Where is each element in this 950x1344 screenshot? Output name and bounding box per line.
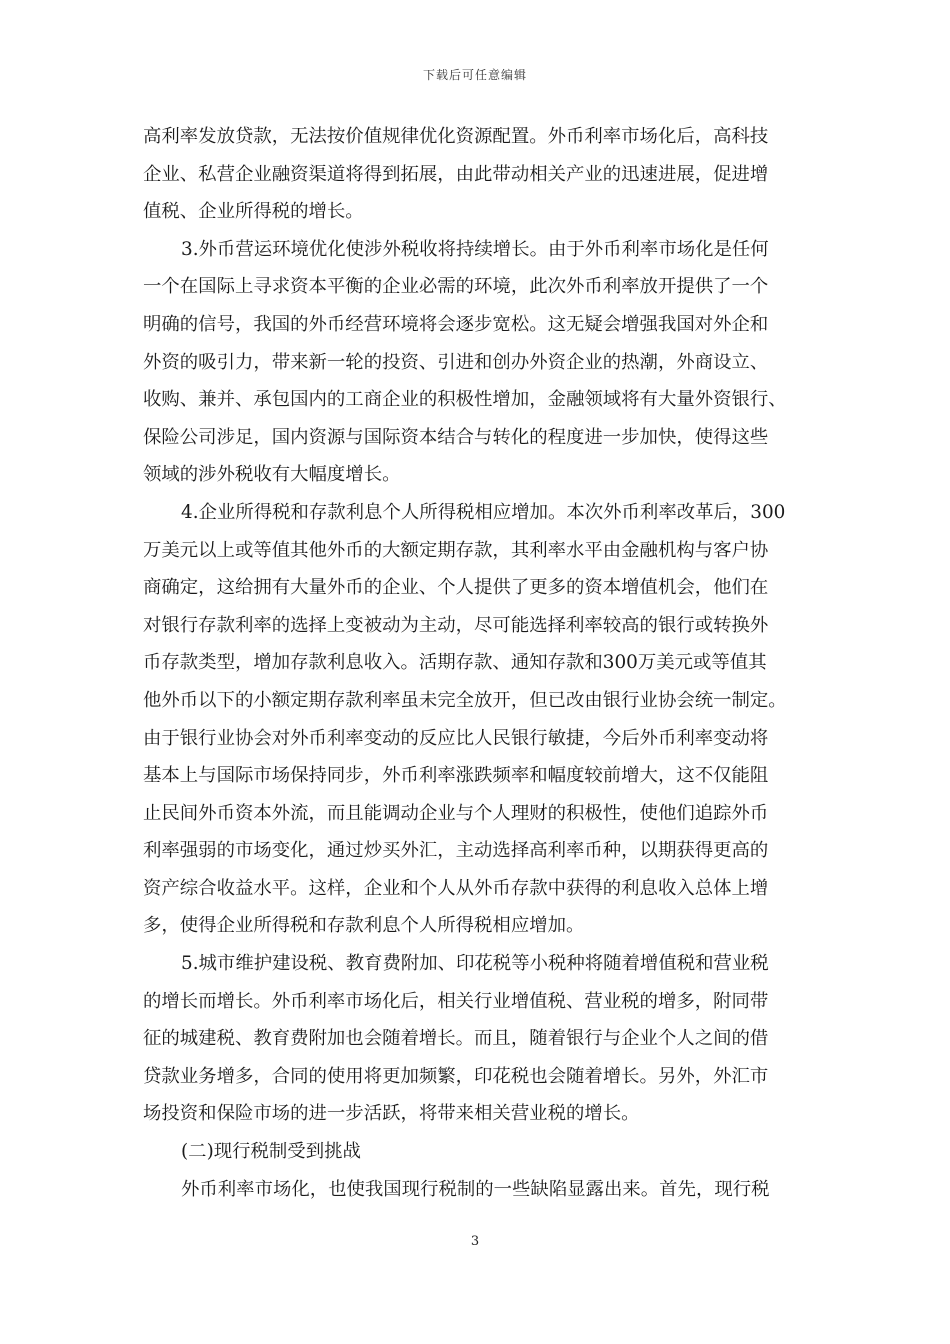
text-line: 企业、私营企业融资渠道将得到拓展，由此带动相关产业的迅速进展，促进增 [143, 163, 769, 185]
text-line: 多，使得企业所得税和存款利息个人所得税相应增加。 [143, 915, 585, 937]
text-line: 贷款业务增多，合同的使用将更加频繁，印花税也会随着增长。另外，外汇市 [143, 1065, 769, 1087]
text-line: 商确定，这给拥有大量外币的企业、个人提供了更多的资本增值机会，他们在 [143, 577, 769, 599]
document-body [143, 118, 811, 1208]
text-line: 他外币以下的小额定期存款利率虽未完全放开，但已改由银行业协会统一制定。 [143, 689, 787, 711]
text-line: 利率强弱的市场变化，通过炒买外汇，主动选择高利率币种，以期获得更高的 [143, 840, 769, 862]
text-line: 保险公司涉足，国内资源与国际资本结合与转化的程度进一步加快，使得这些 [143, 426, 769, 448]
paragraph-start-line: 3.外币营运环境优化使涉外税收将持续增长。由于外币利率市场化是任何 [181, 238, 769, 260]
text-line: 基本上与国际市场保持同步，外币利率涨跌频率和幅度较前增大，这不仅能阻 [143, 765, 769, 787]
text-line: 对银行存款利率的选择上变被动为主动，尽可能选择利率较高的银行或转换外 [143, 614, 769, 636]
text-line: 收购、兼并、承包国内的工商企业的积极性增加，金融领域将有大量外资银行、 [143, 389, 787, 411]
text-line: 资产综合收益水平。这样，企业和个人从外币存款中获得的利息收入总体上增 [143, 877, 769, 899]
text-line: 由于银行业协会对外币利率变动的反应比人民银行敏捷，今后外币利率变动将 [143, 727, 769, 749]
paragraph-start-line: 4.企业所得税和存款利息个人所得税相应增加。本次外币利率改革后，300 [181, 501, 786, 523]
paragraph-start-line: 5.城市维护建设税、教育费附加、印花税等小税种将随着增值税和营业税 [181, 953, 769, 975]
section-heading: (二)现行税制受到挑战 [181, 1141, 361, 1163]
text-line: 值税、企业所得税的增长。 [143, 201, 364, 223]
paragraph-start-line: 外币利率市场化，也使我国现行税制的一些缺陷显露出来。首先，现行税 [181, 1178, 770, 1200]
text-line: 的增长而增长。外币利率市场化后，相关行业增值税、营业税的增多，附同带 [143, 990, 769, 1012]
text-line: 一个在国际上寻求资本平衡的企业必需的环境，此次外币利率放开提供了一个 [143, 276, 769, 298]
text-line: 万美元以上或等值其他外币的大额定期存款，其利率水平由金融机构与客户协 [143, 539, 769, 561]
text-line: 场投资和保险市场的进一步活跃，将带来相关营业税的增长。 [143, 1103, 640, 1125]
text-line: 币存款类型，增加存款利息收入。活期存款、通知存款和300万美元或等值其 [143, 652, 767, 674]
text-line: 外资的吸引力，带来新一轮的投资、引进和创办外资企业的热潮，外商设立、 [143, 351, 769, 373]
page-number: 3 [470, 1234, 480, 1249]
text-line: 止民间外币资本外流，而且能调动企业与个人理财的积极性，使他们追踪外币 [143, 802, 769, 824]
text-line: 明确的信号，我国的外币经营环境将会逐步宽松。这无疑会增强我国对外企和 [143, 313, 769, 335]
text-line: 领域的涉外税收有大幅度增长。 [143, 464, 401, 486]
text-line: 高利率发放贷款，无法按价值规律优化资源配置。外币利率市场化后，高科技 [143, 126, 769, 147]
page-header-note: 下载后可任意编辑 [422, 68, 527, 82]
text-line: 征的城建税、教育费附加也会随着增长。而且，随着银行与企业个人之间的借 [143, 1028, 769, 1050]
